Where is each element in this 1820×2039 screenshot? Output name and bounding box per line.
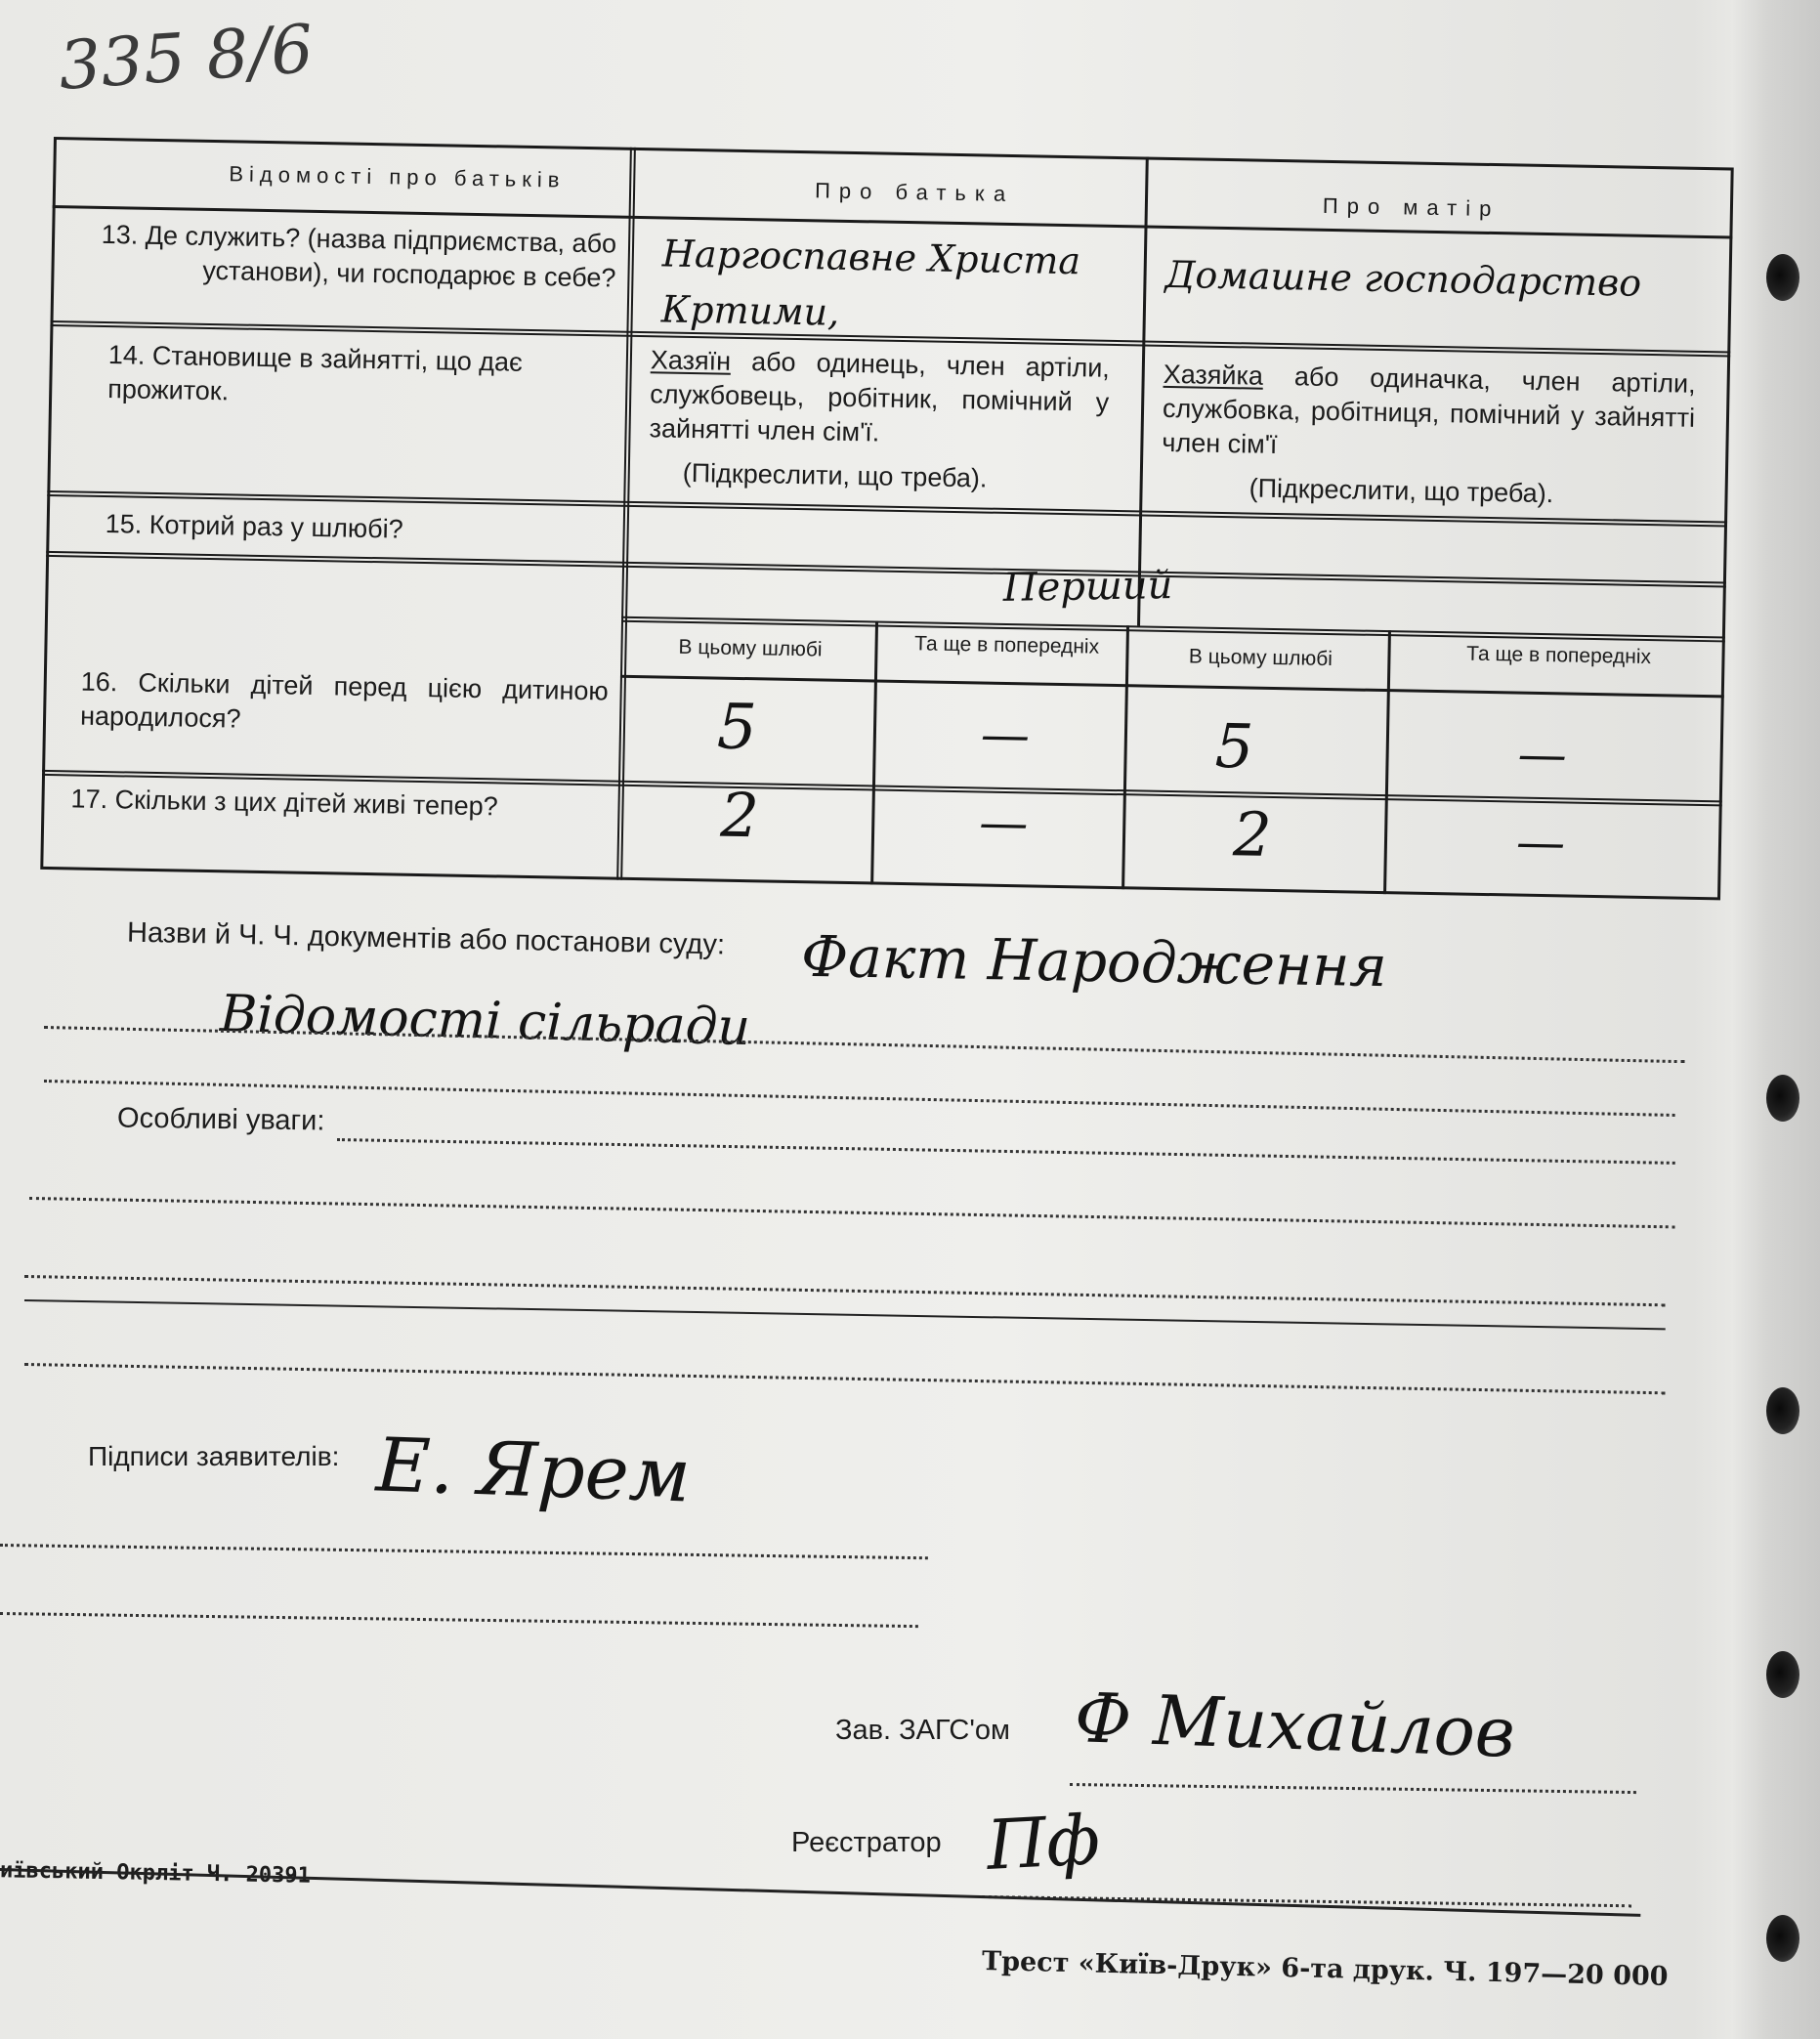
documents-value-line1: Факт Народження xyxy=(800,922,1388,1000)
mother-occupation-options xyxy=(1162,358,1696,470)
punch-hole xyxy=(1766,254,1799,301)
header-father: Про батька xyxy=(814,178,1015,207)
punch-hole xyxy=(1766,1915,1799,1962)
mother-sub-this-marriage: В цьому шлюбі xyxy=(1188,645,1333,671)
punch-hole xyxy=(1766,1075,1799,1122)
father-sub-previous: Та ще в попередніх xyxy=(913,632,1100,658)
imprint-right: Трест «Київ-Друк» 6-та друк. Ч. 197—20 000 xyxy=(981,1946,1669,1992)
mother-children-this-marriage: 5 xyxy=(1214,709,1254,783)
page-edge-shadow xyxy=(1732,0,1820,2039)
father-workplace-answer: Наргоспавне Христа Кртими, xyxy=(660,232,1081,334)
question-17: 17. Скільки з цих дітей живі тепер? xyxy=(70,784,498,822)
registry-head-line xyxy=(1070,1783,1636,1794)
mother-underline-note: (Підкреслити, що треба). xyxy=(1249,473,1554,509)
header-mother: Про матір xyxy=(1322,192,1501,222)
mother-option-selected: Хазяйка xyxy=(1163,359,1264,391)
registry-head-signature: Ф Михайлов xyxy=(1073,1678,1517,1773)
mother-children-previous: — xyxy=(1517,725,1568,784)
father-option-selected: Хазяїн xyxy=(650,345,732,376)
mother-sub-previous: Та ще в попередніх xyxy=(1465,642,1652,669)
remarks-line xyxy=(29,1197,1675,1228)
question-14: 14. Становище в зайнятті, що дає прожиток. xyxy=(107,340,524,406)
remarks-line xyxy=(337,1138,1675,1165)
documents-label: Назви й Ч. Ч. документів або постанови суду: xyxy=(126,916,726,961)
remarks-line xyxy=(24,1363,1666,1394)
applicants-signature: Е. Ярем xyxy=(374,1421,693,1519)
question-13: 13. Де служить? (назва підприємства, або установи), чи господарює в себе? xyxy=(101,219,617,293)
archive-number: 335 8/6 xyxy=(56,10,317,106)
father-occupation-options xyxy=(649,343,1110,454)
father-underline-note: (Підкреслити, що треба). xyxy=(682,457,988,493)
punch-hole xyxy=(1766,1651,1799,1698)
question-16: 16. Скільки дітей перед цією дитиною народилося? xyxy=(79,666,609,734)
signature-line xyxy=(0,1544,928,1559)
father-option-list: або одинець, член артіли, службовець, робітник, помічний у зайнятті член сім'ї. xyxy=(649,347,1111,447)
punch-hole xyxy=(1766,1387,1799,1434)
marriage-count-answer: Перший xyxy=(1002,563,1173,611)
father-children-alive-this-marriage: 2 xyxy=(719,779,760,852)
father-children-this-marriage: 5 xyxy=(716,691,758,765)
mother-children-alive-this-marriage: 2 xyxy=(1232,798,1273,871)
applicants-label: Підписи заявителів: xyxy=(88,1441,340,1471)
father-children-alive-previous: — xyxy=(978,793,1029,852)
header-parents-info: Відомості про батьків xyxy=(229,161,566,192)
father-children-previous: — xyxy=(980,705,1031,764)
mother-children-alive-previous: — xyxy=(1515,813,1566,871)
imprint-left: иївський Окрліт Ч. 20391 xyxy=(0,1858,312,1889)
remarks-line xyxy=(24,1275,1666,1306)
documents-value-line2: Відомості сільради xyxy=(219,984,751,1058)
remarks-line xyxy=(24,1299,1666,1330)
registrar-signature: Пф xyxy=(984,1800,1102,1886)
registry-head-label: Зав. ЗАГС'ом xyxy=(835,1715,1010,1746)
registrar-label: Реєстратор xyxy=(791,1827,942,1858)
bottom-rule xyxy=(0,1868,1640,1917)
father-sub-this-marriage: В цьому шлюбі xyxy=(678,635,823,661)
remarks-label: Особливі уваги: xyxy=(116,1102,325,1137)
question-15: 15. Котрий раз у шлюбі? xyxy=(105,509,403,544)
mother-option-list: або одиначка, член артіли, службовка, робітниця, помічний у зайнятті член сім'ї xyxy=(1162,361,1696,460)
parents-info-table xyxy=(40,137,1734,910)
signature-line xyxy=(0,1612,918,1628)
mother-workplace-answer: Домашне господарство xyxy=(1164,252,1642,305)
